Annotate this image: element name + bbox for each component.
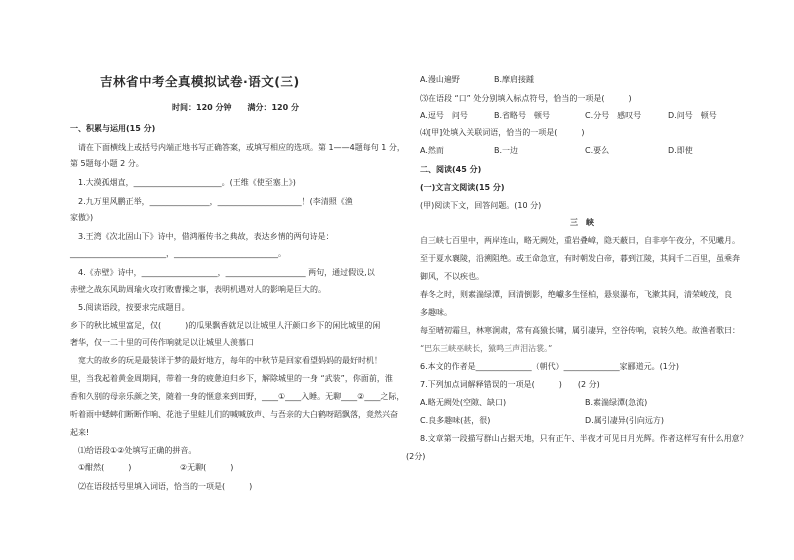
- sub-question-2-option: B.摩肩接踵: [494, 75, 535, 84]
- reading-instructions: (甲)阅读下文，回答问题。(10 分): [420, 201, 542, 210]
- sub-question-3-option: C.分号 感叹号: [585, 111, 642, 120]
- question-7-option: A.略无阙处(空隙、缺口): [420, 398, 507, 407]
- question-2: 2.九万里风鹏正举，_______________，_____________________！(李清照《渔: [78, 197, 353, 206]
- classical-text-line: 御风，不以疾也。: [420, 272, 484, 281]
- classical-text-line: 多趣味。: [420, 308, 452, 317]
- sub-question-3-option: A.逗号 问号: [420, 111, 468, 120]
- passage-line-2: 奢华，仅一二十里的可传作响就足以让城里人羡慕口: [70, 338, 254, 347]
- sub-question-2-option: A.漫山遍野: [420, 75, 460, 84]
- sub-question-1: ⑴给语段①②处填写正确的拼音。: [78, 446, 197, 455]
- classical-text-line: 每至晴初霜旦，林寒涧肃，常有高猿长啸，属引凄异，空谷传响，哀转久绝。故渔者歌曰：: [420, 326, 740, 335]
- passage-title: 三 峡: [570, 218, 594, 227]
- section-2-heading: 二、阅读(45 分): [420, 165, 482, 174]
- sub-question-4: ⑷[甲]处填入关联词语，恰当的一项是( ): [420, 128, 585, 137]
- classical-text-line: 至于夏水襄陵，沿溯阻绝。或王命急宣，有时朝发白帝，暮到江陵，其间千二百里，虽乘奔: [420, 254, 740, 263]
- question-2-cont: 家傲》): [70, 213, 94, 222]
- sub-question-1-item: ①酣然( ): [78, 463, 132, 472]
- passage-line-3: 宽大的故乡的玩是最装详于梦的最好地方，每年的中秋节是回家看望妈妈的最好时机！: [78, 356, 382, 365]
- question-7-option: D.属引凄异(引向远方): [585, 416, 664, 425]
- question-7-option: C.良多趣味(甚，很): [420, 416, 491, 425]
- exam-title: 吉林省中考全真模拟试卷·语文(三): [100, 74, 300, 89]
- section-1-heading: 一、积累与运用(15 分): [70, 124, 156, 133]
- question-8: 8.文章第一段描写群山占据天地，只有正午、半夜才可见日月光辉。作者这样写有什么用意？: [420, 434, 748, 443]
- question-4-cont: 赤壁之战东风助周瑜火攻打败曹操之事，表明机遇对人的影响是巨大的。: [70, 285, 326, 294]
- passage-line-1: 乡下的秋比城里富足，仅( )的瓜果飘香就足以让城里人汗颜口乡下的闲比城里的闲: [70, 321, 381, 330]
- question-8-score: (2分): [406, 452, 426, 461]
- sub-question-4-option: B.一边: [494, 146, 519, 155]
- sub-question-4-option: A.然而: [420, 146, 444, 155]
- sub-question-4-option: D.即使: [668, 146, 693, 155]
- question-6: 6.本文的作者是______________（朝代）______________家郦道元。(1分): [420, 362, 679, 371]
- sub-question-1-item: ②无聊( ): [180, 463, 234, 472]
- sub-question-3-option: D.问号 顿号: [668, 111, 717, 120]
- question-3-blanks: ________________________，__________________________。: [70, 249, 286, 258]
- sub-question-4-option: C.要么: [585, 146, 610, 155]
- question-3: 3.王湾《次北固山下》诗中，借鸿雁传书之典故，表达乡情的两句诗是：: [78, 232, 334, 241]
- instructions-line-2: 第 5题每小题 2 分。: [70, 159, 144, 168]
- sub-question-3: ⑶在语段 “口” 处分别填入标点符号，恰当的一项是( ): [420, 94, 632, 103]
- sub-question-3-option: B.省略号 顿号: [494, 111, 551, 120]
- fisherman-song-quote: “巴东三峡巫峡长，猿鸣三声泪沾裳。”: [420, 344, 553, 353]
- passage-line-7: 起来!: [70, 428, 90, 437]
- passage-line-5: 香和久别的母亲乐颜之笑，随着一身的惬意来到田野，____①____入睡。无聊____②____之际，: [70, 392, 405, 401]
- section-2a-heading: (一)文言文阅读(15 分): [420, 183, 505, 192]
- sub-question-2: ⑵在语段括号里填入词语，恰当的一项是( ): [78, 482, 253, 491]
- question-7: 7.下列加点词解释错误的一项是( ) (2 分): [420, 380, 600, 389]
- question-1: 1.大漠孤烟直，______________________。(王维《使至塞上》): [78, 178, 296, 187]
- classical-text-line: 自三峡七百里中，两岸连山，略无阙处，重岩叠嶂，隐天蔽日，自非亭午夜分，不见曦月。: [420, 236, 740, 245]
- passage-line-4: 里，当我起着黄金周期间，带着一身的疲惫迫归乡下，解除城里的一身 “武装”，你面前，淮: [70, 374, 393, 383]
- passage-line-6: 听着雨中蟋蟀们断断作响、花池子里蛙儿们的喊喊放声、与吾亲的大白鹤呀蹈飘落，竟然兴奋: [70, 410, 398, 419]
- question-4: 4.《赤壁》诗中，___________________，____________________ 两句，通过假设,以: [78, 268, 375, 277]
- question-7-option: B.素湍绿潭(急流): [585, 398, 648, 407]
- instructions-line-1: 请在下面横线上或括号内端正地书写正确答案，或填写相应的选项。第 1——4题每句 1 分，: [78, 143, 405, 152]
- question-5: 5.阅读语段，按要求完成题目。: [78, 303, 190, 312]
- classical-text-line: 春冬之时，则素湍绿潭，回清倒影，绝巘多生怪柏，悬泉瀑布，飞漱其间，清荣峻茂，良: [420, 290, 732, 299]
- exam-subtitle: 时间：120 分钟 满分：120 分: [172, 103, 299, 112]
